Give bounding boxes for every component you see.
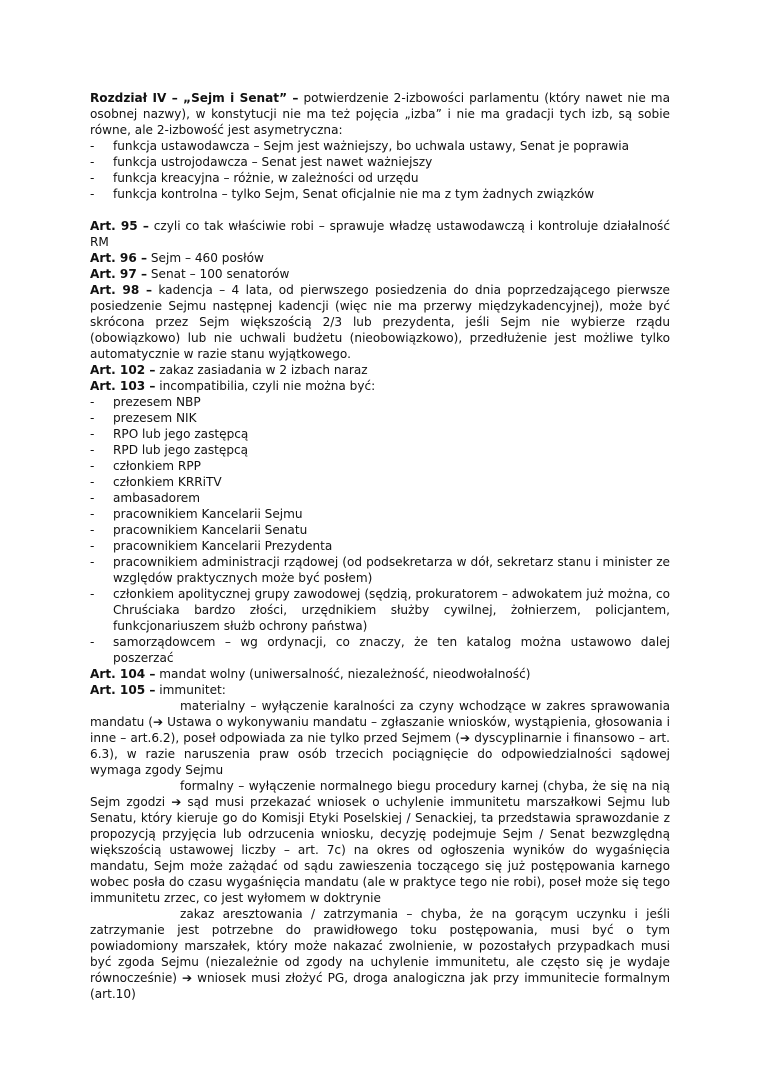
arrow-icon: ➔ <box>171 795 182 809</box>
immunity-formal <box>90 778 670 906</box>
list-item: - pracownikiem Kancelarii Senatu <box>90 522 670 538</box>
arrow-icon: ➔ <box>181 971 193 985</box>
chapter-heading: Rozdział IV – „Sejm i Senat” – <box>90 91 299 105</box>
list-item: - samorządowcem – wg ordynacji, co znaczy, że ten katalog można ustawowo dalej poszerzać <box>90 634 670 666</box>
article-label: Art. 102 – <box>90 363 156 377</box>
list-item: - pracownikiem Kancelarii Sejmu <box>90 506 670 522</box>
list-item: - pracownikiem Kancelarii Prezydenta <box>90 538 670 554</box>
chapter-intro-text: potwierdzenie 2-izbowości parlamentu (który nawet nie ma osobnej nazwy), w konstytucji nie ma też pojęcia „izba” i nie ma gradacji tych izb, są sobie równe, ale 2-izbowość jest asymetryczna: <box>90 91 670 137</box>
list-item: - ambasadorem <box>90 490 670 506</box>
arrow-icon: ➔ <box>153 715 164 729</box>
article-104 <box>90 666 670 682</box>
document-page <box>90 90 670 1002</box>
list-item: - funkcja ustawodawcza – Sejm jest ważniejszy, bo uchwala ustawy, Senat je poprawia <box>90 138 670 154</box>
chapter-intro <box>90 90 670 138</box>
article-label: Art. 96 – <box>90 251 147 265</box>
immunity-material <box>90 698 670 778</box>
article-text: kadencja – 4 lata, od pierwszego posiedzenia do dnia poprzedzającego pierwsze posiedzenie Sejmu następnej kadencji (więc nie ma przerwy międzykadencyjnej), może być skrócona przez Sejm większością 2/3 lub prezydenta, jeśli Sejm nie wybierze rządu (obowiązkowo) lub nie uchwali budżetu (nieobowiązkowo), przedłużenie jest możliwe tylko automatycznie w razie stanu wyjątkowego. <box>90 283 671 361</box>
article-105 <box>90 682 670 698</box>
article-label: Art. 95 – <box>90 219 149 233</box>
article-96 <box>90 250 670 266</box>
incompatibilia-list <box>90 394 670 666</box>
list-item: - członkiem KRRiTV <box>90 474 670 490</box>
immunity-text: sąd musi przekazać wniosek o uchylenie immunitetu marszałkowi Sejmu lub Senatu, który kieruje go do Komisji Etyki Poselskiej / Senackiej, ta przedstawia sprawozdanie z propozycją przyjęcia lub odrzucenia wniosku, decyzję podejmuje Sejm / Senat bezwzględną większością ustawowej liczby – art. 7c) na okres od ogłoszenia wyników do wygaśnięcia mandatu, Sejm może zażądać od sądu zawieszenia toczącego się już postępowania karnego wobec posła do czasu wygaśnięcia mandatu (ale w praktyce tego nie robi), poseł może się tego immunitetu zrzec, co jest wyłomem w doktrynie <box>90 795 670 905</box>
immunity-text: Ustawa o wykonywaniu mandatu – zgłaszanie wniosków, wystąpienia, głosowania i inne – art.6.2), poseł odpowiada za nie tylko przed Sejmem ( <box>90 715 670 745</box>
list-item: - pracownikiem administracji rządowej (od podsekretarza w dół, sekretarz stanu i minister ze względów praktycznych może być posłem) <box>90 554 670 586</box>
article-label: Art. 98 – <box>90 283 153 297</box>
article-text: incompatibilia, czyli nie można być: <box>155 379 376 393</box>
article-95 <box>90 218 670 250</box>
list-item: - funkcja kontrolna – tylko Sejm, Senat oficjalnie nie ma z tym żadnych związków <box>90 186 670 202</box>
list-item: - RPD lub jego zastępcą <box>90 442 670 458</box>
immunity-text: formalny – wyłączenie normalnego biegu procedury karnej (chyba, że się na nią Sejm zgodzi <box>90 779 670 809</box>
functions-list <box>90 138 670 202</box>
list-item: - funkcja ustrojodawcza – Senat jest nawet ważniejszy <box>90 154 670 170</box>
article-102 <box>90 362 670 378</box>
article-97 <box>90 266 670 282</box>
article-text: zakaz zasiadania w 2 izbach naraz <box>155 363 368 377</box>
list-item: - funkcja kreacyjna – różnie, w zależności od urzędu <box>90 170 670 186</box>
article-label: Art. 103 – <box>90 379 156 393</box>
article-label: Art. 104 – <box>90 667 156 681</box>
article-label: Art. 105 – <box>90 683 156 697</box>
spacer <box>90 202 670 218</box>
article-text: Senat – 100 senatorów <box>147 267 290 281</box>
article-text: Sejm – 460 posłów <box>147 251 264 265</box>
article-text: immunitet: <box>155 683 226 697</box>
list-item: - członkiem apolitycznej grupy zawodowej (sędzią, prokuratorem – adwokatem już można, co Chruściaka bardzo złości, urzędnikiem służby cywilnej, żołnierzem, policjantem, funkcjonariuszem służb ochrony państwa) <box>90 586 670 634</box>
article-text: mandat wolny (uniwersalność, niezależność, nieodwołalność) <box>155 667 531 681</box>
article-98 <box>90 282 670 362</box>
article-103 <box>90 378 670 394</box>
immunity-text: wniosek musi złożyć PG, droga analogiczna jak przy immunitecie formalnym (art.10) <box>90 971 670 1001</box>
immunity-arrest <box>90 906 670 1002</box>
immunity-text: materialny – wyłączenie karalności za czyny wchodzące w zakres sprawowania mandatu ( <box>90 699 670 729</box>
immunity-text: zakaz aresztowania / zatrzymania – chyba, że na gorącym uczynku i jeśli zatrzymanie jest potrzebne do prawidłowego toku postępowania, musi być o tym powiadomiony marszałek, który może nakazać zwolnienie, w pozostałych przypadkach musi być zgoda Sejmu (niezależnie od zgody na uchylenie immunitetu, ale często się je wydaje równocześnie) <box>90 907 670 985</box>
list-item: - członkiem RPP <box>90 458 670 474</box>
list-item: - prezesem NBP <box>90 394 670 410</box>
list-item: - prezesem NIK <box>90 410 670 426</box>
article-label: Art. 97 – <box>90 267 147 281</box>
arrow-icon: ➔ <box>459 731 471 745</box>
list-item: - RPO lub jego zastępcą <box>90 426 670 442</box>
article-text: czyli co tak właściwie robi – sprawuje władzę ustawodawczą i kontroluje działalność RM <box>90 219 670 249</box>
immunity-text: dyscyplinarnie i finansowo – art. 6.3), w razie naruszenia praw osób trzecich pociągnięcie do odpowiedzialności sądowej wymaga zgody Sejmu <box>90 731 670 777</box>
